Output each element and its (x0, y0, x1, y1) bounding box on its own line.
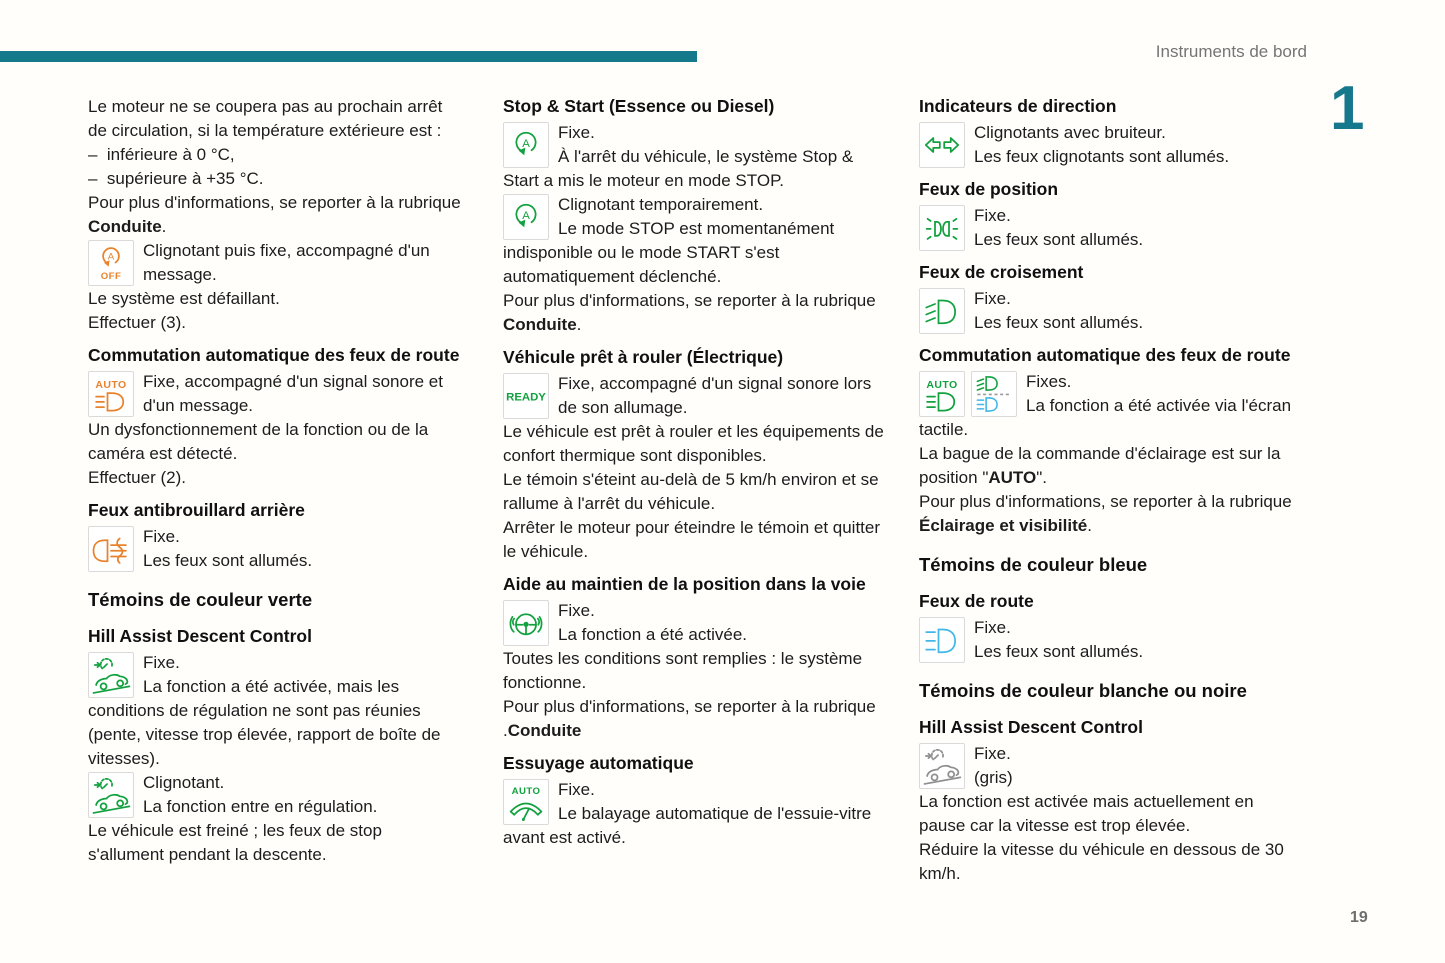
paragraph (88, 191, 462, 239)
paragraph: Le système est défaillant. (88, 289, 280, 308)
svg-text:OFF: OFF (100, 270, 122, 282)
svg-text:AUTO: AUTO (95, 378, 127, 391)
indicator-text: Fixe, accompagné d'un signal sonore et d'un message. (143, 372, 443, 415)
paragraph: Arrêter le moteur pour éteindre le témoin et quitter le véhicule. (503, 518, 881, 561)
heading-rear-fog: Feux antibrouillard arrière (88, 500, 305, 520)
indicator-row (503, 193, 893, 289)
column-middle (503, 95, 893, 850)
indicator-text: La fonction a été activée, mais les conditions de régulation ne sont pas réunies (pente, vitesse trop élevée, rapport de boîte de vitesses). (88, 677, 441, 768)
indicator-row (88, 370, 462, 418)
indicator-text: Fixes. (1026, 372, 1072, 391)
indicator-text: La fonction entre en régulation. (143, 797, 378, 816)
paragraph (919, 442, 1303, 490)
indicator-row (503, 372, 893, 420)
direction-indicators-icon (919, 122, 965, 168)
heading-dipped-beam: Feux de croisement (919, 262, 1084, 282)
svg-text:A: A (522, 137, 530, 150)
indicator-row (919, 287, 1303, 335)
heading-auto-main-beam: Commutation automatique des feux de route (919, 345, 1291, 365)
indicator-text: Fixe. (974, 289, 1011, 308)
indicator-text: Les feux sont allumés. (974, 642, 1144, 661)
running-header: Instruments de bord (1155, 42, 1307, 61)
lane-position-assist-icon (503, 600, 549, 646)
bold-reference: AUTO (988, 468, 1037, 487)
indicator-text: Clignotants avec bruiteur. (974, 123, 1166, 142)
heading-main-beam: Feux de route (919, 591, 1034, 611)
auto-main-beam-icon (88, 371, 134, 417)
indicator-text: Les feux sont allumés. (143, 551, 313, 570)
indicator-text: Les feux sont allumés. (974, 230, 1144, 249)
indicator-row (919, 121, 1303, 169)
indicator-row (88, 525, 462, 573)
text: . (161, 217, 167, 236)
indicator-text: Clignotant puis fixe, accompagné d'un message. (143, 241, 430, 284)
bold-reference: Éclairage et visibilité (919, 516, 1088, 535)
heading-auto-main-beam: Commutation automatique des feux de route (88, 345, 460, 365)
indicator-text: Fixe. (558, 123, 595, 142)
paragraph: Un dysfonctionnement de la fonction ou de la caméra est détecté. (88, 420, 429, 463)
indicator-text: Les feux sont allumés. (974, 313, 1144, 332)
paragraph: Le témoin s'éteint au-delà de 5 km/h environ et se rallume à l'arrêt du véhicule. (503, 470, 879, 513)
text: ". (1036, 468, 1047, 487)
paragraph: Effectuer (3). (88, 313, 186, 332)
dipped-main-beam-switch-icon (971, 371, 1017, 417)
indicator-text: Fixe. (143, 653, 180, 672)
section-white-black-telltales: Témoins de couleur blanche ou noire (919, 680, 1247, 701)
text: Pour plus d'informations, se reporter à la rubrique . (503, 697, 876, 740)
dipped-beam-icon (919, 288, 965, 334)
indicator-text: Le mode STOP est momentanément indisponible ou le mode START s'est automatiquement déclenché. (503, 219, 835, 286)
paragraph (503, 289, 893, 337)
paragraph: Toutes les conditions sont remplies : le système fonctionne. (503, 649, 863, 692)
heading-ready: Véhicule prêt à rouler (Électrique) (503, 347, 784, 367)
bullet-item: – supérieure à +35 °C. (88, 169, 264, 188)
text: Pour plus d'informations, se reporter à la rubrique (919, 492, 1292, 511)
chapter-accent-bar (0, 51, 697, 62)
indicator-row (919, 204, 1303, 252)
chapter-number: 1 (1330, 74, 1365, 143)
indicator-text: Fixe, accompagné d'un signal sonore lors de son allumage. (558, 374, 872, 417)
bold-reference: Conduite (503, 315, 577, 334)
stop-start-icon (503, 122, 549, 168)
svg-text:AUTO: AUTO (926, 378, 958, 391)
indicator-text: Fixe. (558, 601, 595, 620)
indicator-text: À l'arrêt du véhicule, le système Stop & Start a mis le moteur en mode STOP. (503, 147, 854, 190)
indicator-text: Fixe. (974, 618, 1011, 637)
indicator-row (919, 616, 1303, 664)
column-left (88, 95, 462, 867)
indicator-row (503, 778, 893, 850)
heading-hadc: Hill Assist Descent Control (88, 626, 312, 646)
paragraph (503, 695, 893, 743)
rear-fog-lamp-icon (88, 526, 134, 572)
heading-hadc: Hill Assist Descent Control (919, 717, 1143, 737)
paragraph: Effectuer (2). (88, 468, 186, 487)
heading-stop-start: Stop & Start (Essence ou Diesel) (503, 96, 775, 116)
hill-assist-descent-icon (88, 772, 134, 818)
ready-icon (503, 373, 549, 419)
auto-wiper-icon (503, 779, 549, 825)
indicator-text: Fixe. (974, 744, 1011, 763)
hill-assist-descent-icon (919, 743, 965, 789)
main-beam-icon (919, 617, 965, 663)
indicator-text: La fonction a été activée. (558, 625, 748, 644)
text: La bague de la commande d'éclairage est sur la position " (919, 444, 1281, 487)
indicator-row (88, 771, 462, 819)
text: . (576, 315, 582, 334)
indicator-text: Les feux clignotants sont allumés. (974, 147, 1230, 166)
indicator-text: Le balayage automatique de l'essuie-vitre avant est activé. (503, 804, 872, 847)
section-blue-telltales: Témoins de couleur bleue (919, 554, 1148, 575)
stop-start-icon (503, 194, 549, 240)
heading-direction-indicators: Indicateurs de direction (919, 96, 1117, 116)
bold-reference: Conduite (88, 217, 162, 236)
indicator-text: Fixe. (974, 206, 1011, 225)
indicator-row (88, 239, 462, 287)
paragraph: La fonction est activée mais actuellement en pause car la vitesse est trop élevée. (919, 792, 1254, 835)
paragraph: Le véhicule est freiné ; les feux de stop s'allument pendant la descente. (88, 821, 382, 864)
indicator-row (503, 121, 893, 193)
svg-text:READY: READY (506, 391, 546, 404)
page-number: 19 (1350, 909, 1368, 926)
text: Pour plus d'informations, se reporter à la rubrique (88, 193, 461, 212)
stop-start-off-icon (88, 240, 134, 286)
hill-assist-descent-icon (88, 652, 134, 698)
side-lamps-icon (919, 205, 965, 251)
heading-lane-assist: Aide au maintien de la position dans la voie (503, 574, 866, 594)
paragraph: Le moteur ne se coupera pas au prochain arrêt de circulation, si la température extérieure est : (88, 97, 443, 140)
indicator-text: Fixe. (143, 527, 180, 546)
indicator-text: La fonction a été activée via l'écran tactile. (919, 396, 1292, 439)
svg-text:A: A (522, 209, 530, 222)
indicator-row (919, 742, 1303, 790)
svg-text:A: A (107, 251, 115, 263)
bullet-item: – inférieure à 0 °C, (88, 145, 235, 164)
column-right (919, 95, 1303, 886)
text: . (1087, 516, 1092, 535)
indicator-row (503, 599, 893, 647)
indicator-row (88, 651, 462, 771)
text: Pour plus d'informations, se reporter à la rubrique (503, 291, 876, 310)
section-green-telltales: Témoins de couleur verte (88, 589, 313, 610)
indicator-text: (gris) (974, 768, 1013, 787)
svg-text:AUTO: AUTO (511, 786, 541, 798)
paragraph (919, 490, 1303, 538)
paragraph: Réduire la vitesse du véhicule en dessous de 30 km/h. (919, 840, 1284, 883)
heading-side-lamps: Feux de position (919, 179, 1059, 199)
indicator-text: Clignotant temporairement. (558, 195, 764, 214)
heading-auto-wiping: Essuyage automatique (503, 753, 694, 773)
paragraph: Le véhicule est prêt à rouler et les équipements de confort thermique sont disponibles. (503, 422, 884, 465)
bold-reference: Conduite (507, 721, 582, 740)
auto-main-beam-icon (919, 371, 965, 417)
indicator-text: Clignotant. (143, 773, 225, 792)
indicator-row (919, 370, 1303, 442)
indicator-text: Fixe. (558, 780, 595, 799)
